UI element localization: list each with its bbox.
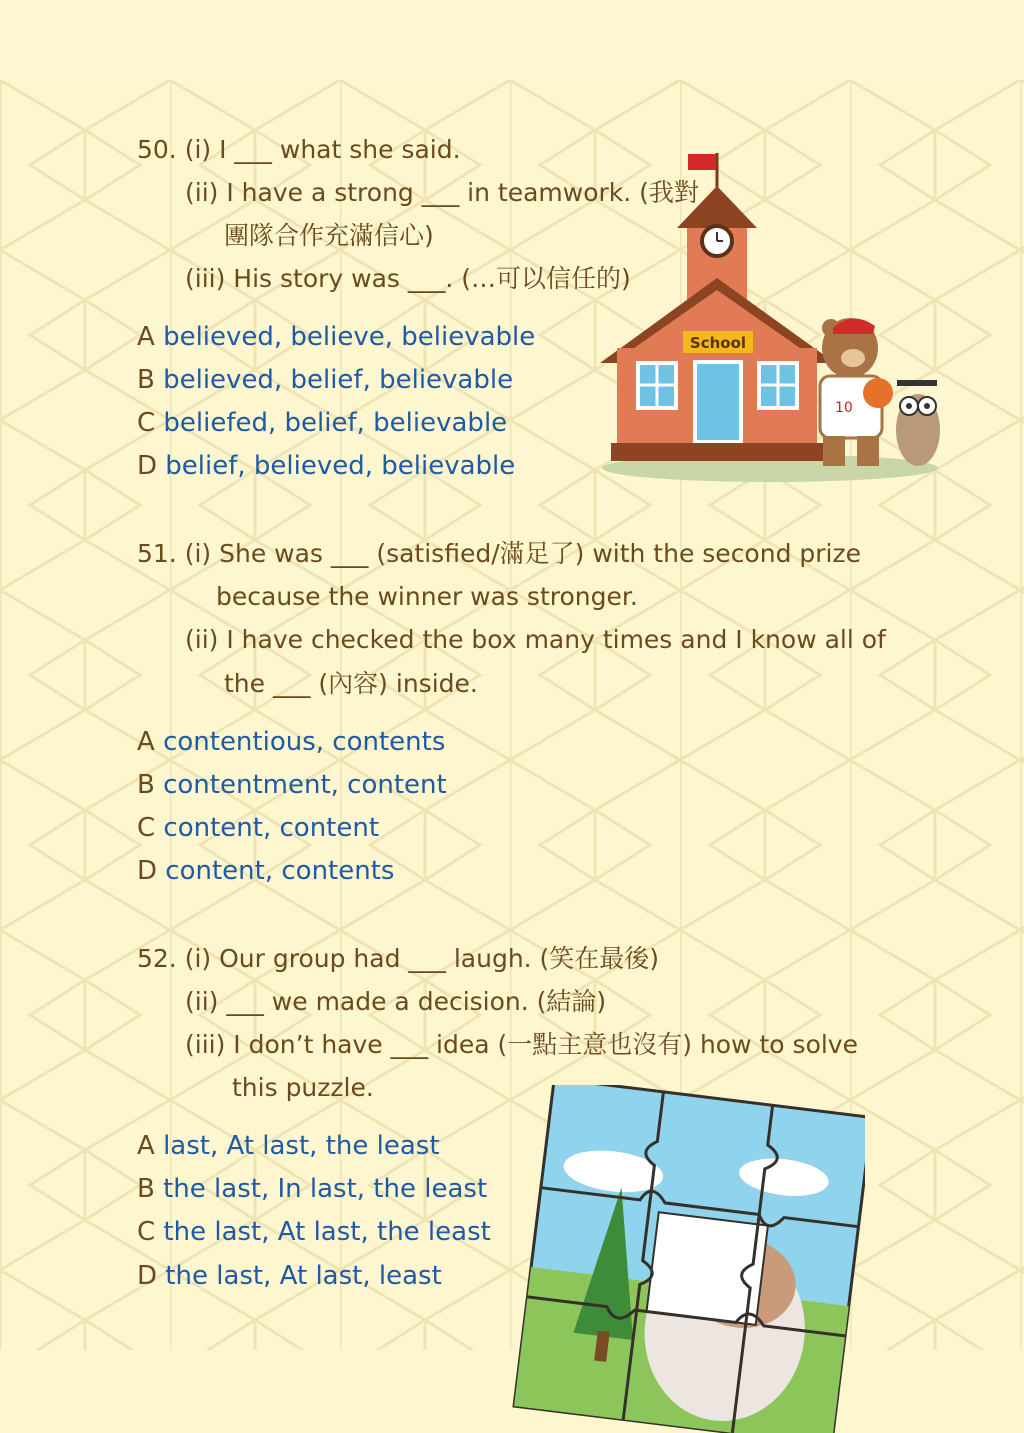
option-text: last, At last, the least [163, 1131, 440, 1161]
q52-line-2: (ii) ___ we made a decision. (結論) [185, 987, 607, 1016]
q51-option-d[interactable] [137, 856, 394, 886]
q50-line-3: 團隊合作充滿信心) [224, 221, 434, 250]
option-text: beliefed, belief, believable [163, 408, 508, 438]
school-illustration [595, 148, 950, 483]
q52-line-1: 52. (i) Our group had ___ laugh. (笑在最後) [137, 944, 660, 973]
option-letter: A [137, 322, 155, 352]
option-text: content, contents [165, 856, 395, 886]
puzzle-illustration [490, 1085, 865, 1433]
option-letter: B [137, 365, 155, 395]
option-text: believed, believe, believable [163, 322, 536, 352]
option-letter: B [137, 1174, 155, 1204]
option-letter: C [137, 408, 156, 438]
q51-line-1: 51. (i) She was ___ (satisfied/滿足了) with the second prize [137, 539, 861, 568]
q50-option-d[interactable] [137, 451, 515, 481]
q50-option-c[interactable] [137, 408, 507, 438]
q51-line-4: the ___ (內容) inside. [224, 669, 478, 698]
q50-option-a[interactable] [137, 322, 535, 352]
option-letter: A [137, 727, 155, 757]
q52-line-4: this puzzle. [232, 1073, 374, 1102]
option-text: believed, belief, believable [163, 365, 514, 395]
q52-option-a[interactable] [137, 1131, 440, 1161]
option-text: content, content [163, 813, 380, 843]
q52-option-d[interactable] [137, 1261, 442, 1291]
q51-option-b[interactable] [137, 770, 447, 800]
option-letter: C [137, 1217, 156, 1247]
option-text: contentment, content [163, 770, 447, 800]
q52-option-c[interactable] [137, 1217, 491, 1247]
q50-line-1: 50. (i) I ___ what she said. [137, 135, 461, 164]
option-text: contentious, contents [163, 727, 446, 757]
q52-option-b[interactable] [137, 1174, 487, 1204]
q51-line-2: because the winner was stronger. [216, 582, 638, 611]
q51-line-3: (ii) I have checked the box many times and I know all of [185, 625, 886, 654]
q50-line-2: (ii) I have a strong ___ in teamwork. (我對 [185, 178, 699, 207]
option-text: the last, In last, the least [163, 1174, 488, 1204]
school-sign: School [689, 334, 747, 352]
q50-option-b[interactable] [137, 365, 513, 395]
bear-jersey-number: 10 [835, 400, 853, 416]
option-text: belief, believed, believable [165, 451, 516, 481]
q52-line-3: (iii) I don’t have ___ idea (一點主意也沒有) how to solve [185, 1030, 858, 1059]
option-letter: D [137, 856, 158, 886]
q51-option-a[interactable] [137, 727, 445, 757]
option-letter: D [137, 451, 158, 481]
option-letter: C [137, 813, 156, 843]
q51-option-c[interactable] [137, 813, 379, 843]
option-text: the last, At last, least [165, 1261, 442, 1291]
top-margin [0, 0, 1024, 80]
option-letter: A [137, 1131, 155, 1161]
option-letter: D [137, 1261, 158, 1291]
option-text: the last, At last, the least [163, 1217, 491, 1247]
q50-line-4: (iii) His story was ___. (…可以信任的) [185, 264, 631, 293]
option-letter: B [137, 770, 155, 800]
